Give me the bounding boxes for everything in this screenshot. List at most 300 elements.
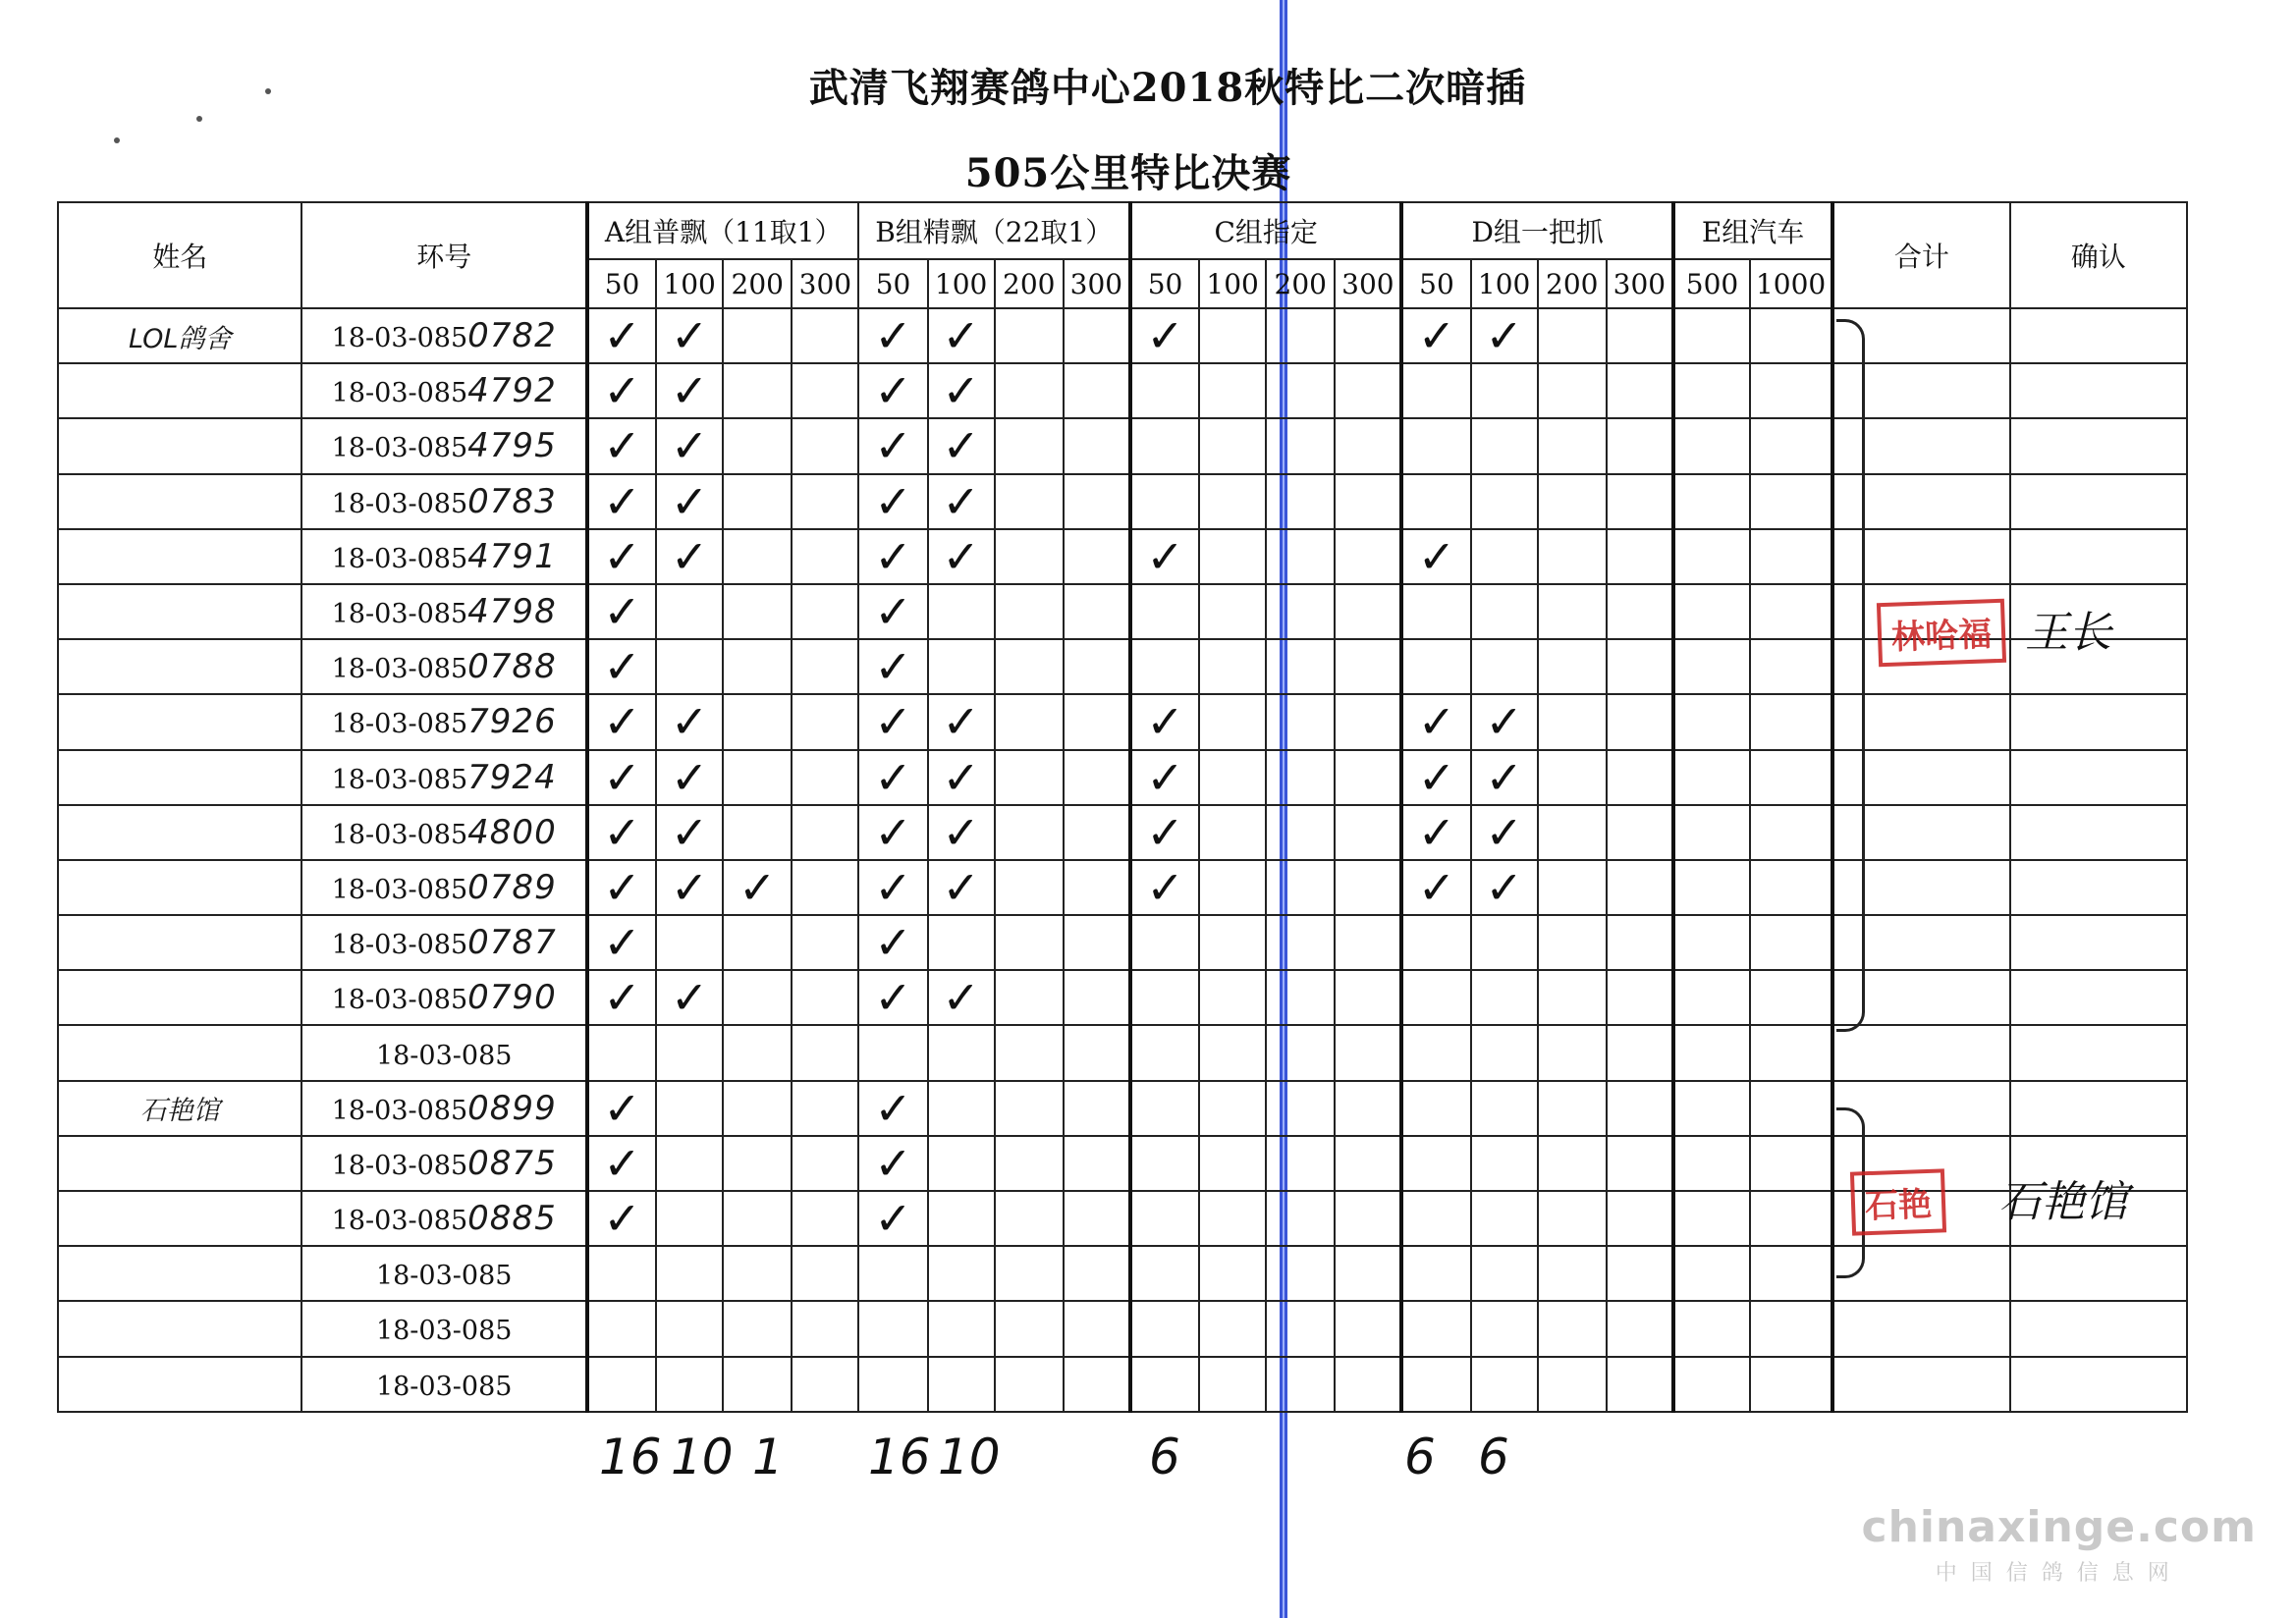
dist-header-a-0: 50	[587, 259, 656, 308]
dist-header-b-3: 300	[1064, 259, 1130, 308]
entry-cell-b-3	[1064, 860, 1130, 915]
entry-cell-b-0	[858, 1191, 927, 1246]
entry-cell-e-0	[1673, 1025, 1750, 1080]
entry-cell-e-1	[1750, 1246, 1832, 1301]
entry-cell-a-0	[587, 860, 656, 915]
header-total: 合计	[1832, 202, 2009, 308]
entry-cell-e-1	[1750, 1191, 1832, 1246]
ring-number	[301, 418, 587, 473]
entry-cell-d-0	[1401, 308, 1470, 363]
total-cell	[1832, 1301, 2009, 1356]
header-group-a: A组普飘（11取1）	[587, 202, 859, 259]
ring-number	[301, 529, 587, 584]
entry-cell-d-3	[1607, 418, 1673, 473]
entry-cell-b-2	[995, 1357, 1064, 1412]
ring-prefix: 18-03-085	[331, 1206, 468, 1237]
checkmark-icon: ✓	[942, 695, 980, 749]
entry-cell-d-3	[1607, 363, 1673, 418]
entry-cell-d-1	[1471, 1025, 1538, 1080]
entry-cell-a-0	[587, 805, 656, 860]
entry-cell-c-3	[1335, 363, 1401, 418]
entry-cell-d-1	[1471, 1357, 1538, 1412]
entry-cell-b-1	[928, 970, 995, 1025]
checkmark-icon: ✓	[670, 860, 709, 914]
confirm-cell	[2010, 915, 2187, 970]
entry-cell-d-1	[1471, 1191, 1538, 1246]
entry-cell-a-1	[656, 805, 723, 860]
entry-cell-d-3	[1607, 694, 1673, 749]
entry-cell-a-2	[723, 1136, 792, 1191]
entry-cell-b-1	[928, 694, 995, 749]
loft-name	[58, 1357, 301, 1412]
entry-cell-e-0	[1673, 1191, 1750, 1246]
ring-number	[301, 860, 587, 915]
entry-cell-a-3	[792, 584, 858, 639]
dist-header-b-0: 50	[858, 259, 927, 308]
entry-cell-d-0	[1401, 363, 1470, 418]
entry-cell-e-1	[1750, 584, 1832, 639]
entry-cell-b-2	[995, 363, 1064, 418]
entry-cell-c-2	[1266, 584, 1335, 639]
dist-header-a-3: 300	[792, 259, 858, 308]
entry-cell-c-2	[1266, 1357, 1335, 1412]
entry-cell-b-1	[928, 418, 995, 473]
loft-name	[58, 970, 301, 1025]
checkmark-icon: ✓	[874, 529, 912, 583]
entry-cell-b-2	[995, 970, 1064, 1025]
entry-cell-c-1	[1199, 860, 1266, 915]
ring-number	[301, 1081, 587, 1136]
entry-cell-d-2	[1538, 1246, 1607, 1301]
table-row	[58, 970, 2187, 1025]
entry-cell-d-0	[1401, 639, 1470, 694]
entry-cell-c-1	[1199, 970, 1266, 1025]
entry-cell-d-2	[1538, 1025, 1607, 1080]
entry-cell-b-2	[995, 1246, 1064, 1301]
watermark-domain: chinaxinge.com	[1861, 1502, 2257, 1552]
loft-name	[58, 363, 301, 418]
loft-name	[58, 750, 301, 805]
checkmark-icon: ✓	[670, 750, 709, 804]
ring-suffix-handwritten: 4798	[467, 592, 557, 632]
confirm-cell	[2010, 363, 2187, 418]
entry-cell-a-0	[587, 1357, 656, 1412]
entry-cell-e-0	[1673, 308, 1750, 363]
entry-cell-b-2	[995, 584, 1064, 639]
loft-name	[58, 1025, 301, 1080]
checkmark-icon: ✓	[1417, 529, 1456, 583]
dist-header-c-3: 300	[1335, 259, 1401, 308]
dist-header-c-1: 100	[1199, 259, 1266, 308]
entry-cell-a-0	[587, 694, 656, 749]
entry-cell-b-3	[1064, 474, 1130, 529]
confirm-cell	[2010, 1357, 2187, 1412]
ring-suffix-handwritten: 4792	[467, 371, 557, 411]
entry-cell-b-0	[858, 584, 927, 639]
dist-header-e-1: 1000	[1750, 259, 1832, 308]
entry-cell-d-0	[1401, 474, 1470, 529]
entry-cell-e-1	[1750, 694, 1832, 749]
entry-cell-d-0	[1401, 1081, 1470, 1136]
ring-prefix: 18-03-085	[331, 488, 468, 519]
entry-cell-a-0	[587, 1301, 656, 1356]
entry-cell-c-0	[1130, 308, 1199, 363]
entry-cell-a-2	[723, 418, 792, 473]
entry-cell-d-0	[1401, 915, 1470, 970]
entry-cell-a-2	[723, 1081, 792, 1136]
entry-cell-e-1	[1750, 363, 1832, 418]
ring-prefix: 18-03-085	[331, 1150, 468, 1181]
checkmark-icon: ✓	[1146, 695, 1184, 749]
checkmark-icon: ✓	[942, 750, 980, 804]
header-row-groups	[58, 202, 2187, 259]
entry-cell-c-2	[1266, 1301, 1335, 1356]
entry-cell-d-2	[1538, 1136, 1607, 1191]
ring-prefix: 18-03-085	[331, 543, 468, 574]
entry-cell-c-3	[1335, 915, 1401, 970]
checkmark-icon: ✓	[942, 805, 980, 859]
entry-cell-b-3	[1064, 694, 1130, 749]
entry-cell-a-1	[656, 1301, 723, 1356]
checkmark-icon: ✓	[874, 916, 912, 970]
entry-cell-c-0	[1130, 474, 1199, 529]
ring-suffix-handwritten: 0787	[467, 923, 557, 963]
confirm-cell	[2010, 308, 2187, 363]
entry-cell-d-3	[1607, 1081, 1673, 1136]
checkmark-icon: ✓	[1485, 805, 1523, 859]
entry-cell-c-1	[1199, 805, 1266, 860]
loft-name	[58, 1191, 301, 1246]
checkmark-icon: ✓	[670, 695, 709, 749]
total-b-50: 16	[868, 1429, 931, 1485]
entry-cell-c-2	[1266, 750, 1335, 805]
checkmark-icon: ✓	[874, 419, 912, 473]
entry-cell-e-0	[1673, 1246, 1750, 1301]
checkmark-icon: ✓	[670, 529, 709, 583]
header-ring: 环号	[301, 202, 587, 308]
page-title: 武清飞翔赛鸽中心2018秋特比二次暗插	[808, 65, 1527, 111]
table-row	[58, 1301, 2187, 1356]
entry-cell-a-3	[792, 970, 858, 1025]
checkmark-icon: ✓	[1417, 695, 1456, 749]
total-d-100: 6	[1478, 1429, 1509, 1485]
entry-cell-b-0	[858, 694, 927, 749]
entry-cell-e-1	[1750, 639, 1832, 694]
entry-cell-a-1	[656, 1081, 723, 1136]
loft-name	[58, 915, 301, 970]
checkmark-icon: ✓	[603, 1192, 641, 1246]
total-cell	[1832, 1025, 2009, 1080]
entry-cell-b-3	[1064, 1301, 1130, 1356]
entry-cell-b-1	[928, 474, 995, 529]
entry-cell-a-2	[723, 1301, 792, 1356]
entry-cell-e-1	[1750, 1136, 1832, 1191]
ring-prefix: 18-03-085	[375, 1316, 513, 1347]
ring-number	[301, 1357, 587, 1412]
checkmark-icon: ✓	[603, 916, 641, 970]
entry-cell-b-0	[858, 970, 927, 1025]
dist-header-a-1: 100	[656, 259, 723, 308]
entry-cell-a-3	[792, 1357, 858, 1412]
checkmark-icon: ✓	[670, 805, 709, 859]
entry-cell-a-0	[587, 529, 656, 584]
total-c-50: 6	[1149, 1429, 1180, 1485]
entry-cell-a-3	[792, 418, 858, 473]
entry-cell-c-0	[1130, 529, 1199, 584]
checkmark-icon: ✓	[1146, 805, 1184, 859]
ring-number	[301, 363, 587, 418]
entry-cell-b-2	[995, 1191, 1064, 1246]
entry-cell-d-3	[1607, 529, 1673, 584]
ring-suffix-handwritten: 0788	[467, 647, 557, 687]
entry-cell-b-1	[928, 860, 995, 915]
checkmark-icon: ✓	[942, 474, 980, 528]
header-group-c: C组指定	[1130, 202, 1401, 259]
checkmark-icon: ✓	[603, 364, 641, 418]
entry-cell-d-2	[1538, 639, 1607, 694]
entry-cell-d-0	[1401, 1191, 1470, 1246]
entry-cell-c-2	[1266, 1136, 1335, 1191]
entry-cell-e-1	[1750, 1301, 1832, 1356]
entry-cell-b-3	[1064, 584, 1130, 639]
checkmark-icon: ✓	[603, 860, 641, 914]
entry-cell-c-3	[1335, 1081, 1401, 1136]
ring-suffix-handwritten: 7924	[467, 757, 557, 797]
entry-cell-d-2	[1538, 805, 1607, 860]
entry-cell-a-1	[656, 363, 723, 418]
entry-cell-d-1	[1471, 308, 1538, 363]
entry-cell-c-1	[1199, 915, 1266, 970]
entry-cell-b-0	[858, 805, 927, 860]
entry-cell-e-1	[1750, 1081, 1832, 1136]
red-seal-stamp: 石艳	[1850, 1168, 1946, 1235]
dist-header-a-2: 200	[723, 259, 792, 308]
entry-cell-a-2	[723, 915, 792, 970]
entry-cell-a-3	[792, 915, 858, 970]
entry-cell-b-2	[995, 1025, 1064, 1080]
entry-cell-d-2	[1538, 1081, 1607, 1136]
entry-cell-c-0	[1130, 860, 1199, 915]
checkmark-icon: ✓	[1146, 860, 1184, 914]
entry-cell-b-2	[995, 915, 1064, 970]
entry-cell-c-2	[1266, 363, 1335, 418]
entry-cell-a-3	[792, 750, 858, 805]
entry-cell-b-1	[928, 1136, 995, 1191]
entry-cell-a-2	[723, 308, 792, 363]
entry-cell-b-0	[858, 308, 927, 363]
entry-cell-c-3	[1335, 308, 1401, 363]
entry-cell-c-0	[1130, 694, 1199, 749]
entry-cell-c-0	[1130, 750, 1199, 805]
entry-cell-d-2	[1538, 474, 1607, 529]
entry-cell-b-3	[1064, 418, 1130, 473]
confirm-cell	[2010, 1081, 2187, 1136]
ring-suffix-handwritten: 0783	[467, 481, 557, 521]
entry-cell-e-0	[1673, 805, 1750, 860]
entry-cell-c-1	[1199, 1246, 1266, 1301]
ring-prefix: 18-03-085	[331, 819, 468, 850]
checkmark-icon: ✓	[874, 805, 912, 859]
ring-number	[301, 970, 587, 1025]
checkmark-icon: ✓	[603, 585, 641, 639]
entry-cell-c-3	[1335, 1025, 1401, 1080]
entry-cell-c-1	[1199, 529, 1266, 584]
entry-cell-e-0	[1673, 639, 1750, 694]
entry-cell-c-1	[1199, 750, 1266, 805]
checkmark-icon: ✓	[1485, 750, 1523, 804]
ring-number	[301, 474, 587, 529]
entry-cell-e-0	[1673, 529, 1750, 584]
ring-number	[301, 750, 587, 805]
entry-cell-b-1	[928, 805, 995, 860]
ring-number	[301, 1191, 587, 1246]
entry-cell-e-1	[1750, 915, 1832, 970]
total-b-100: 10	[938, 1429, 1001, 1485]
table-row	[58, 584, 2187, 639]
entry-cell-c-3	[1335, 805, 1401, 860]
checkmark-icon: ✓	[942, 971, 980, 1025]
entry-cell-d-0	[1401, 1246, 1470, 1301]
entry-cell-a-3	[792, 474, 858, 529]
ring-suffix-handwritten: 0875	[467, 1143, 557, 1183]
checkmark-icon: ✓	[603, 695, 641, 749]
entry-cell-b-3	[1064, 308, 1130, 363]
entry-cell-c-3	[1335, 970, 1401, 1025]
entry-cell-d-3	[1607, 915, 1673, 970]
entry-cell-b-0	[858, 1025, 927, 1080]
loft-name	[58, 860, 301, 915]
confirm-cell	[2010, 860, 2187, 915]
entry-cell-b-3	[1064, 805, 1130, 860]
checkmark-icon: ✓	[874, 750, 912, 804]
entry-cell-a-2	[723, 805, 792, 860]
entry-cell-b-2	[995, 1136, 1064, 1191]
entry-cell-a-1	[656, 1191, 723, 1246]
entry-cell-a-1	[656, 308, 723, 363]
entry-cell-d-1	[1471, 1301, 1538, 1356]
entry-cell-e-1	[1750, 308, 1832, 363]
entry-cell-d-0	[1401, 860, 1470, 915]
entry-cell-c-2	[1266, 1025, 1335, 1080]
entry-cell-c-3	[1335, 584, 1401, 639]
total-d-50: 6	[1404, 1429, 1436, 1485]
entry-cell-c-3	[1335, 750, 1401, 805]
entry-cell-a-3	[792, 1081, 858, 1136]
entry-cell-d-1	[1471, 1136, 1538, 1191]
entry-cell-e-1	[1750, 970, 1832, 1025]
entry-cell-b-0	[858, 529, 927, 584]
ring-prefix: 18-03-085	[331, 985, 468, 1016]
loft-name	[58, 529, 301, 584]
entry-cell-a-0	[587, 474, 656, 529]
entry-cell-a-1	[656, 860, 723, 915]
ring-number	[301, 308, 587, 363]
entry-cell-e-0	[1673, 750, 1750, 805]
confirm-cell	[2010, 970, 2187, 1025]
entry-cell-b-3	[1064, 529, 1130, 584]
entry-cell-c-2	[1266, 639, 1335, 694]
entry-cell-a-2	[723, 970, 792, 1025]
entry-cell-b-0	[858, 860, 927, 915]
ring-number	[301, 1025, 587, 1080]
entry-cell-c-2	[1266, 308, 1335, 363]
entry-cell-d-3	[1607, 805, 1673, 860]
entry-cell-c-2	[1266, 860, 1335, 915]
dist-header-b-1: 100	[928, 259, 995, 308]
table-row	[58, 529, 2187, 584]
entry-cell-a-3	[792, 1191, 858, 1246]
ring-suffix-handwritten: 7926	[467, 702, 557, 742]
entry-cell-d-1	[1471, 915, 1538, 970]
entry-cell-b-0	[858, 915, 927, 970]
table-row	[58, 1246, 2187, 1301]
checkmark-icon: ✓	[603, 1081, 641, 1135]
entry-cell-b-0	[858, 1301, 927, 1356]
entry-cell-b-3	[1064, 1357, 1130, 1412]
entry-cell-a-3	[792, 694, 858, 749]
entry-cell-d-2	[1538, 308, 1607, 363]
entry-cell-d-2	[1538, 1301, 1607, 1356]
ring-number	[301, 639, 587, 694]
checkmark-icon: ✓	[1417, 750, 1456, 804]
table-row	[58, 308, 2187, 363]
checkmark-icon: ✓	[874, 1192, 912, 1246]
entry-cell-d-2	[1538, 915, 1607, 970]
checkmark-icon: ✓	[603, 529, 641, 583]
entry-cell-a-2	[723, 584, 792, 639]
entry-cell-c-3	[1335, 418, 1401, 473]
entry-cell-c-3	[1335, 474, 1401, 529]
entry-cell-d-0	[1401, 750, 1470, 805]
entry-cell-b-3	[1064, 1136, 1130, 1191]
entry-cell-c-1	[1199, 584, 1266, 639]
entry-cell-d-1	[1471, 805, 1538, 860]
checkmark-icon: ✓	[942, 860, 980, 914]
checkmark-icon: ✓	[874, 1136, 912, 1190]
entry-cell-d-2	[1538, 529, 1607, 584]
confirm-cell	[2010, 805, 2187, 860]
entry-cell-c-0	[1130, 363, 1199, 418]
entry-cell-b-2	[995, 750, 1064, 805]
loft-name: 石艳馆	[58, 1081, 301, 1136]
entry-cell-d-1	[1471, 1246, 1538, 1301]
entry-cell-d-1	[1471, 584, 1538, 639]
checkmark-icon: ✓	[670, 971, 709, 1025]
checkmark-icon: ✓	[603, 971, 641, 1025]
entry-cell-a-1	[656, 639, 723, 694]
entry-cell-a-1	[656, 529, 723, 584]
entry-cell-b-0	[858, 639, 927, 694]
entry-cell-e-0	[1673, 1357, 1750, 1412]
entry-cell-a-3	[792, 1136, 858, 1191]
entry-cell-a-0	[587, 1025, 656, 1080]
ring-number	[301, 1246, 587, 1301]
loft-name	[58, 1246, 301, 1301]
entry-cell-b-0	[858, 418, 927, 473]
checkmark-icon: ✓	[942, 309, 980, 363]
ring-number	[301, 915, 587, 970]
entry-cell-b-3	[1064, 1191, 1130, 1246]
dist-header-b-2: 200	[995, 259, 1064, 308]
checkmark-icon: ✓	[603, 1136, 641, 1190]
entry-cell-d-2	[1538, 750, 1607, 805]
entry-cell-e-0	[1673, 970, 1750, 1025]
checkmark-icon: ✓	[603, 750, 641, 804]
entry-cell-b-3	[1064, 363, 1130, 418]
table-row	[58, 363, 2187, 418]
checkmark-icon: ✓	[874, 309, 912, 363]
checkmark-icon: ✓	[1485, 860, 1523, 914]
